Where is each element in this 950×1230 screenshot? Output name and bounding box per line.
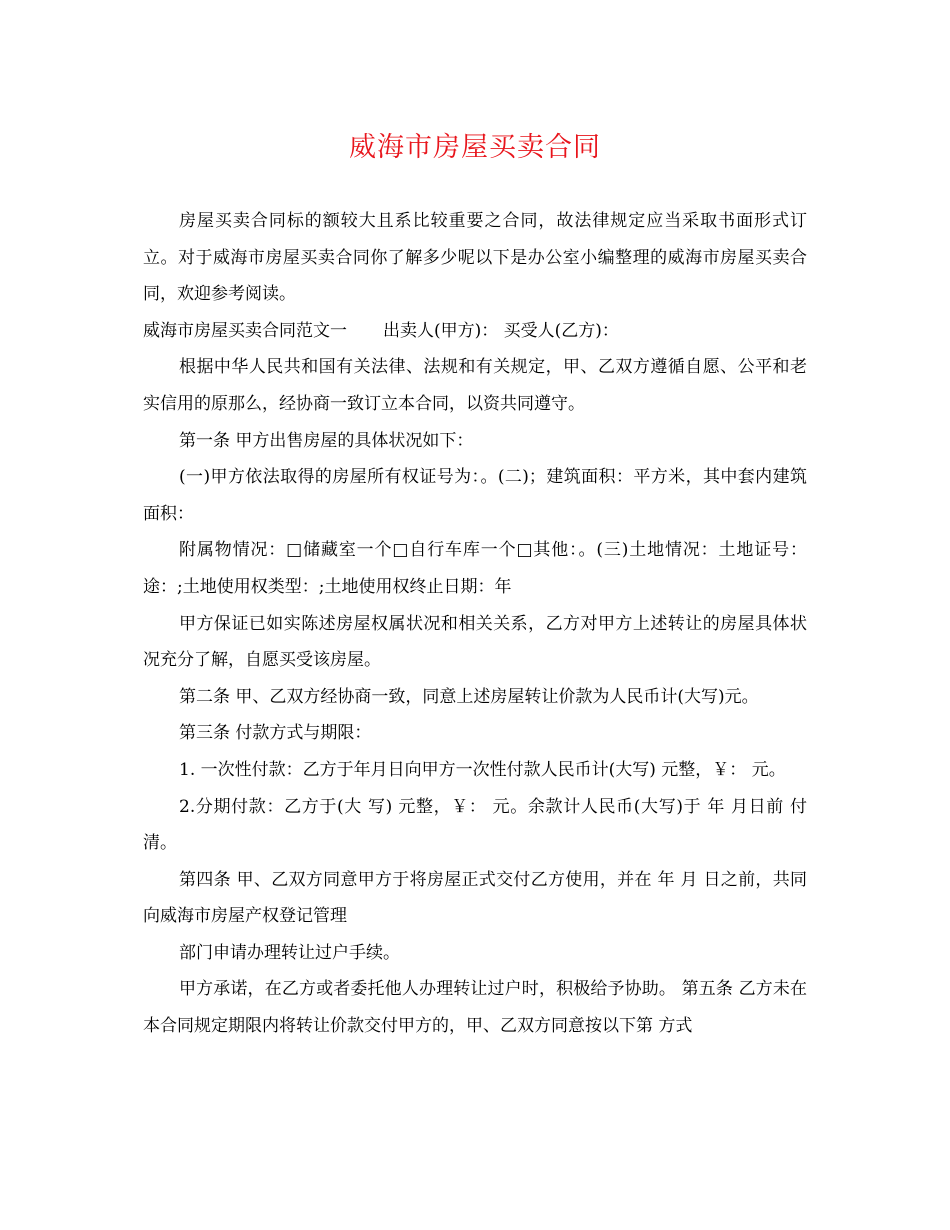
preamble-paragraph: 根据中华人民共和国有关法律、法规和有关规定，甲、乙双方遵循自愿、公平和老实信用的原那么，经协商一致订立本合同，以资共同遵守。	[143, 357, 807, 414]
article-4-continuation: 部门申请办理转让过户手续。	[179, 942, 400, 963]
article-4-paragraph: 第四条 甲、乙双方同意甲方于将房屋正式交付乙方使用，并在 年 月 日之前，共同向威海市房屋产权登记管理	[143, 869, 807, 927]
article-2-paragraph: 第二条 甲、乙双方经协商一致，同意上述房屋转让价款为人民币计(大写)元。	[179, 686, 759, 707]
article-1-heading: 第一条 甲方出售房屋的具体状况如下：	[179, 430, 474, 451]
article-5-paragraph: 甲方承诺，在乙方或者委托他人办理转让过户时，积极给予协助。 第五条 乙方未在本合同规定期限内将转让价款交付甲方的，甲、乙双方同意按以下第 方式	[143, 979, 807, 1037]
document-title: 威海市房屋买卖合同	[349, 132, 601, 163]
document-body	[143, 203, 807, 1045]
intro-paragraph: 房屋买卖合同标的额较大且系比较重要之合同，故法律规定应当采取书面形式订立。对于威海市房屋买卖合同你了解多少呢以下是办公室小编整理的威海市房屋买卖合同，欢迎参考阅读。	[143, 211, 807, 305]
sample-heading: 威海市房屋买卖合同范文一	[143, 320, 347, 341]
sample-heading-paragraph	[143, 313, 807, 350]
seller-guarantee-paragraph: 甲方保证已如实陈述房屋权属状况和相关关系，乙方对甲方上述转让的房屋具体状况充分了解，自愿买受该房屋。	[143, 613, 807, 671]
article-1-item-1: (一)甲方依法取得的房屋所有权证号为：。(二)；建筑面积：平方米，其中套内建筑面积：	[143, 467, 807, 524]
article-3-item-1: 1. 一次性付款：乙方于年月日向甲方一次性付款人民币计(大写) 元整，￥： 元。	[179, 759, 786, 780]
article-1-attachments: 附属物情况：□储藏室一个□自行车库一个□其他：。(三)土地情况：土地证号：途：;土地使用权类型：;土地使用权终止日期：年	[143, 540, 807, 597]
article-3-item-2: 2.分期付款：乙方于(大 写) 元整，￥： 元。余款计人民币(大写)于 年 月日前 付清。	[143, 796, 807, 854]
parties-line: 出卖人(甲方)： 买受人(乙方)：	[383, 320, 619, 341]
article-3-heading: 第三条 付款方式与期限：	[179, 723, 372, 744]
